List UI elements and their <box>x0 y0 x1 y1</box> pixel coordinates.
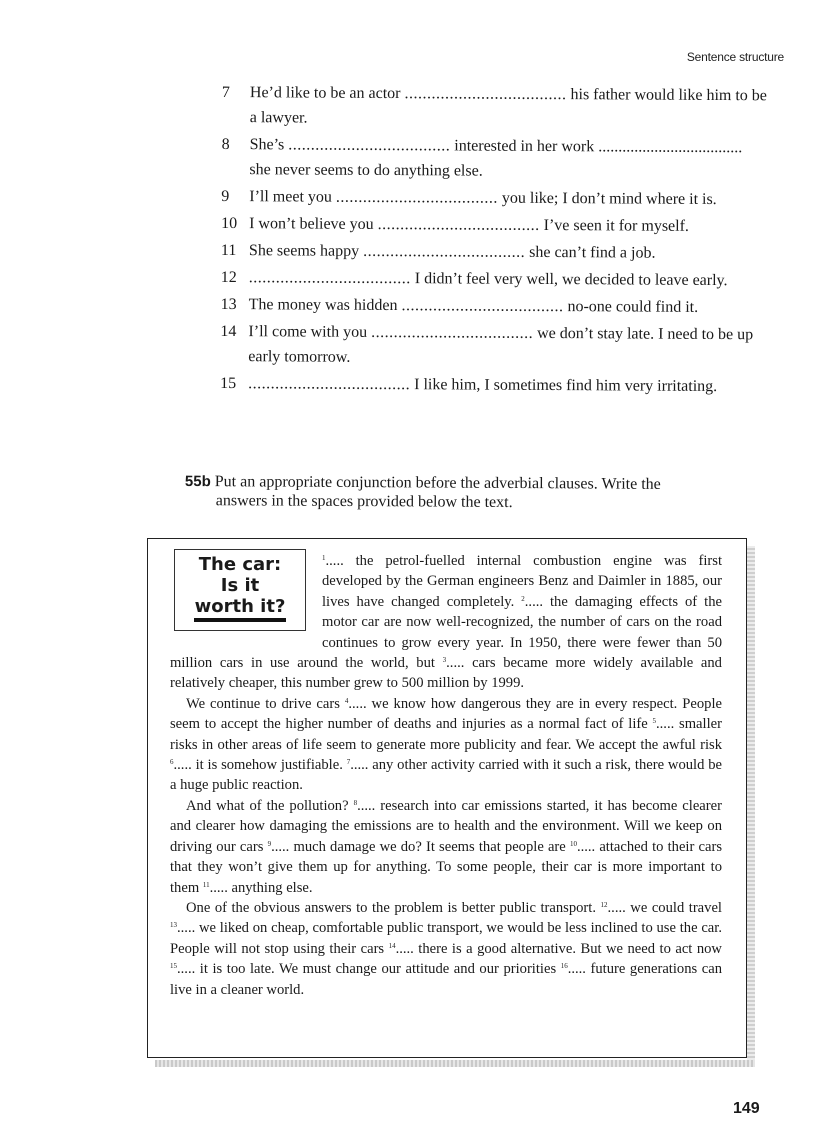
article-text: One of the obvious answers to the problem is better public transport. <box>186 899 601 916</box>
gap-number: 9 <box>267 839 272 848</box>
item-number: 10 <box>221 214 238 233</box>
exercise-item <box>221 132 766 185</box>
item-text-after: no-one could find it. <box>567 298 699 316</box>
item-number: 15 <box>220 374 237 393</box>
gap-number: 5 <box>652 717 656 726</box>
answer-gap[interactable]: .................................... <box>363 242 526 261</box>
exercise-55a-items <box>220 80 767 401</box>
article-text: ..... there is a good alternative. But we need to act now <box>395 940 722 957</box>
item-text-before: He’d like to be an actor <box>249 84 401 103</box>
gap-number: 4 <box>344 696 349 705</box>
item-number: 11 <box>220 241 237 260</box>
article-text: ..... it is too late. We must change our attitude and our priorities <box>177 961 561 978</box>
gap-number: 6 <box>170 758 174 767</box>
item-number: 14 <box>220 322 237 341</box>
exercise-item <box>221 184 766 212</box>
instruction-line-1: Put an appropriate conjunction before the adverbial clauses. Write the <box>214 473 661 493</box>
title-underline <box>194 618 286 622</box>
item-text-after: his father would like him to be a lawyer. <box>249 86 767 127</box>
box-shadow-right <box>747 546 755 1066</box>
answer-gap[interactable]: .................................... <box>248 375 411 394</box>
item-number: 7 <box>221 83 230 102</box>
exercise-item <box>221 211 766 239</box>
item-number: 8 <box>221 135 230 154</box>
item-text-before: She seems happy <box>248 242 360 260</box>
item-text-after: I like him, I sometimes find him very irritating. <box>414 376 718 396</box>
exercise-item <box>221 238 766 266</box>
instruction-line-2: answers in the spaces provided below the text. <box>215 492 513 512</box>
article-paragraph-3 <box>170 796 722 898</box>
answer-gap[interactable]: .................................... <box>371 323 534 342</box>
gap-number: 8 <box>353 798 358 807</box>
article-paragraph-4 <box>170 898 722 1000</box>
article-paragraph-2 <box>170 694 722 796</box>
gap-number: 15 <box>170 962 177 971</box>
article-text: ..... the petrol-fuelled internal combustion engine was first developed by the German engineers Benz and Daimler in 1885, our lives have changed completely. <box>322 553 722 610</box>
item-text-before: I’ll come with you <box>248 323 368 341</box>
article-title-line-2: Is it <box>220 575 260 596</box>
exercise-item <box>222 80 767 133</box>
article-text: ..... cars became more widely available and relatively cheaper, this number grew to 500 million by 1999. <box>170 655 722 692</box>
item-number: 13 <box>220 295 237 314</box>
article-text: ..... anything else. <box>209 879 313 896</box>
item-text-before: She’s <box>249 136 285 154</box>
answer-gap[interactable]: .................................... <box>404 85 567 104</box>
gap-number: 13 <box>170 921 177 930</box>
answer-gap[interactable]: .................................... <box>377 215 540 234</box>
exercise-55b-instruction <box>185 472 745 513</box>
article-text: ..... we liked on cheap, comfortable public transport, we would be less inclined to use the car. People will not stop using their cars <box>170 920 722 957</box>
item-text-before: I’ll meet you <box>249 188 332 206</box>
gap-number: 16 <box>560 962 568 971</box>
gap-number: 2 <box>521 594 525 603</box>
article-box <box>147 538 747 1058</box>
answer-gap[interactable]: .................................... <box>288 136 451 155</box>
answer-gap[interactable]: .................................... <box>248 269 411 288</box>
running-header: Sentence structure <box>686 50 784 64</box>
exercise-item <box>221 292 766 320</box>
article-text: We continue to drive cars <box>186 695 345 712</box>
gap-number: 7 <box>346 758 351 767</box>
article-text: ..... research into car emissions started, it has become clearer and clearer how damaging the emissions are to health and the environment. Will we keep on driving our cars <box>170 797 722 855</box>
gap-number: 1 <box>322 554 326 562</box>
item-text-after: I’ve seen it for myself. <box>543 216 690 235</box>
article-text: ..... it is somehow justifiable. <box>173 757 347 774</box>
article-text: ..... attached to their cars that they won’t give them up for anything. To some people, their car is more important to them <box>170 838 722 896</box>
item-number: 12 <box>220 268 237 287</box>
gap-number: 14 <box>388 941 396 950</box>
article-text: ..... any other activity carried with it such a risk, there would be a huge public reaction. <box>170 757 722 794</box>
gap-number: 11 <box>202 880 210 889</box>
item-text-after: she can’t find a job. <box>529 243 656 262</box>
gap-number: 3 <box>442 656 447 665</box>
item-text-after: I didn’t feel very well, we decided to leave early. <box>414 270 728 290</box>
exercise-item <box>221 265 766 293</box>
exercise-code: 55b <box>184 472 211 491</box>
article-text: And what of the pollution? <box>186 797 354 814</box>
article-text: ..... we know how dangerous they are in every respect. People seem to accept the higher number of deaths and injuries as a normal fact of life <box>170 695 722 733</box>
article-text: ..... the damaging effects of the motor car are now well-recognized, the number of cars on the road continues to grow every year. In 1950, there were fewer than 50 million cars in use around the world, but <box>170 593 722 672</box>
answer-gap[interactable]: .................................... <box>335 188 498 207</box>
answer-gap[interactable]: .................................... <box>401 297 564 316</box>
item-number: 9 <box>221 187 230 206</box>
article-title-line-3: worth it? <box>194 596 286 617</box>
item-text-after: you like; I don’t mind where it is. <box>501 189 717 209</box>
article-text: ..... we could travel <box>607 899 722 916</box>
gap-number: 12 <box>600 900 608 909</box>
box-shadow-bottom <box>155 1060 755 1067</box>
article-text: ..... much damage we do? It seems that people are <box>271 838 570 855</box>
exercise-item <box>220 319 765 372</box>
article-title-box <box>174 549 306 631</box>
page-number: 149 <box>733 1100 760 1117</box>
item-text-before: The money was hidden <box>248 296 398 315</box>
item-text-after: we don’t stay late. I need to be up early tomorrow. <box>248 324 754 366</box>
article-text: ..... smaller risks in other areas of life seem to generate more publicity and fear. We accept the awful risk <box>170 716 722 753</box>
article-title-line-1: The car: <box>198 554 282 575</box>
article-text: ..... future generations can live in a cleaner world. <box>170 961 722 998</box>
item-text-after: interested in her work .................................... she never seems to do anything else. <box>249 137 743 180</box>
item-text-before: I won’t believe you <box>249 215 374 233</box>
exercise-item <box>220 371 765 399</box>
gap-number: 10 <box>569 839 577 848</box>
